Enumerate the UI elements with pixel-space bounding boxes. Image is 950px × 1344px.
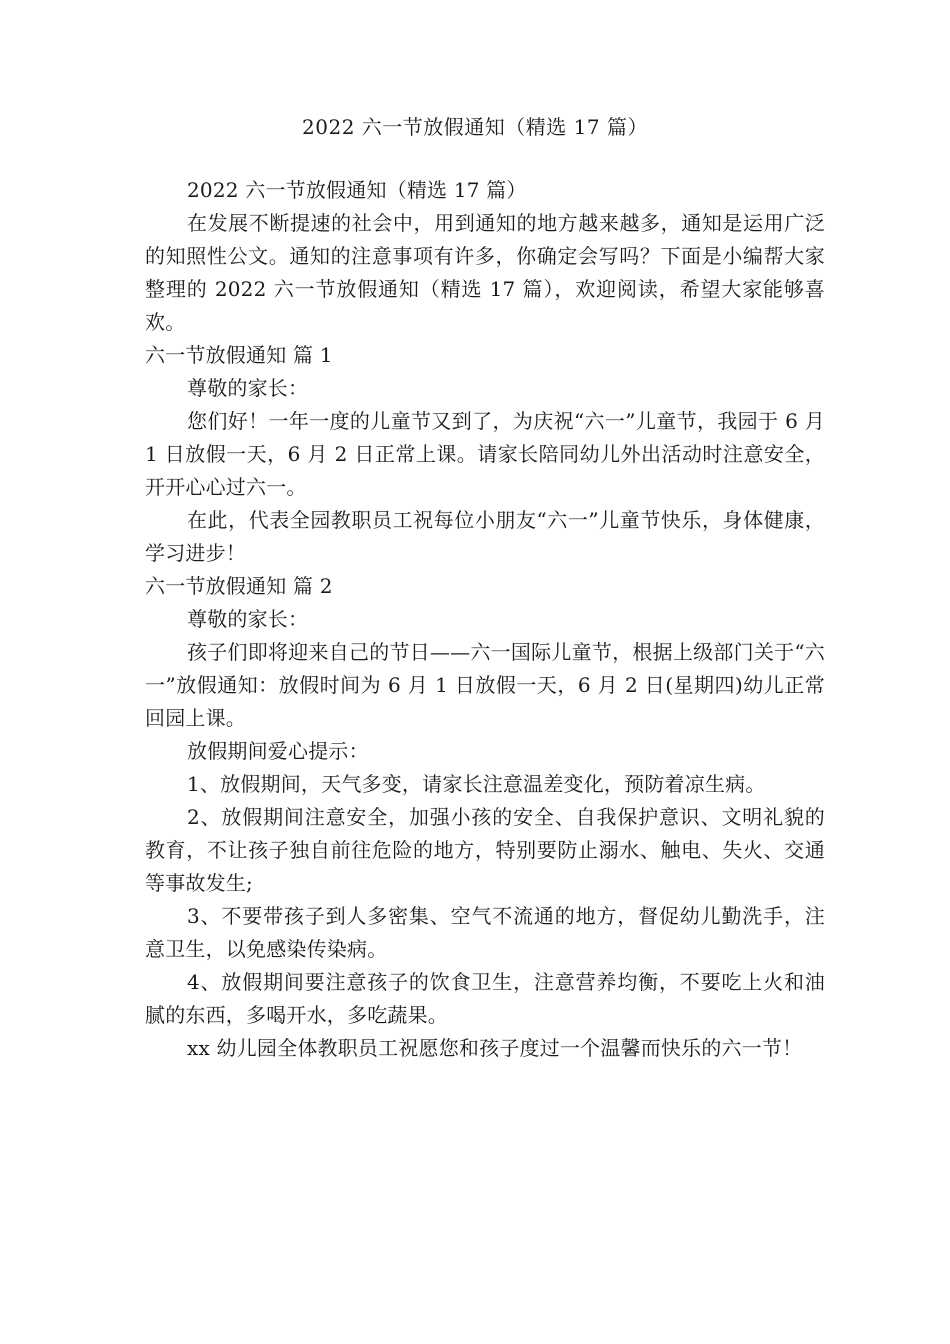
paragraph-wishes-1: 在此，代表全园教职员工祝每位小朋友“六一”儿童节快乐，身体健康，学习进步！ [145, 508, 825, 565]
list-item-tip-2: 2、放假期间注意安全，加强小孩的安全、自我保护意识、文明礼貌的教育，不让孩子独自前往危险的地方，特别要防止溺水、触电、失火、交通等事故发生; [145, 805, 825, 895]
paragraph-subtitle: 2022 六一节放假通知（精选 17 篇） [187, 178, 527, 202]
document-body [145, 174, 825, 1065]
salutation-1: 尊敬的家长： [187, 376, 309, 400]
list-item-tip-3: 3、不要带孩子到人多密集、空气不流通的地方，督促幼儿勤洗手，注意卫生，以免感染传染病。 [145, 904, 825, 961]
paragraph-closing: xx 幼儿园全体教职员工祝愿您和孩子度过一个温馨而快乐的六一节！ [187, 1036, 803, 1060]
document-title: 2022 六一节放假通知（精选 17 篇） [302, 115, 648, 139]
paragraph-notice-2: 孩子们即将迎来自己的节日——六一国际儿童节，根据上级部门关于“六一”放假通知：放假时间为 6 月 1 日放假一天，6 月 2 日(星期四)幼儿正常回园上课。 [145, 640, 825, 730]
section-heading-1: 六一节放假通知 篇 1 [145, 343, 333, 367]
paragraph-notice-1: 您们好！一年一度的儿童节又到了，为庆祝“六一”儿童节，我园于 6 月 1 日放假一天，6 月 2 日正常上课。请家长陪同幼儿外出活动时注意安全，开开心心过六一。 [145, 409, 825, 499]
paragraph-tips-heading: 放假期间爱心提示： [187, 739, 369, 763]
list-item-tip-1: 1、放假期间，天气多变，请家长注意温差变化，预防着凉生病。 [187, 772, 766, 796]
list-item-tip-4: 4、放假期间要注意孩子的饮食卫生，注意营养均衡，不要吃上火和油腻的东西，多喝开水，多吃蔬果。 [145, 970, 825, 1027]
paragraph-intro: 在发展不断提速的社会中，用到通知的地方越来越多，通知是运用广泛的知照性公文。通知的注意事项有许多，你确定会写吗？下面是小编帮大家整理的 2022 六一节放假通知（精选 17 篇），欢迎阅读，希望大家能够喜欢。 [145, 211, 825, 334]
salutation-2: 尊敬的家长： [187, 607, 309, 631]
section-heading-2: 六一节放假通知 篇 2 [145, 574, 333, 598]
